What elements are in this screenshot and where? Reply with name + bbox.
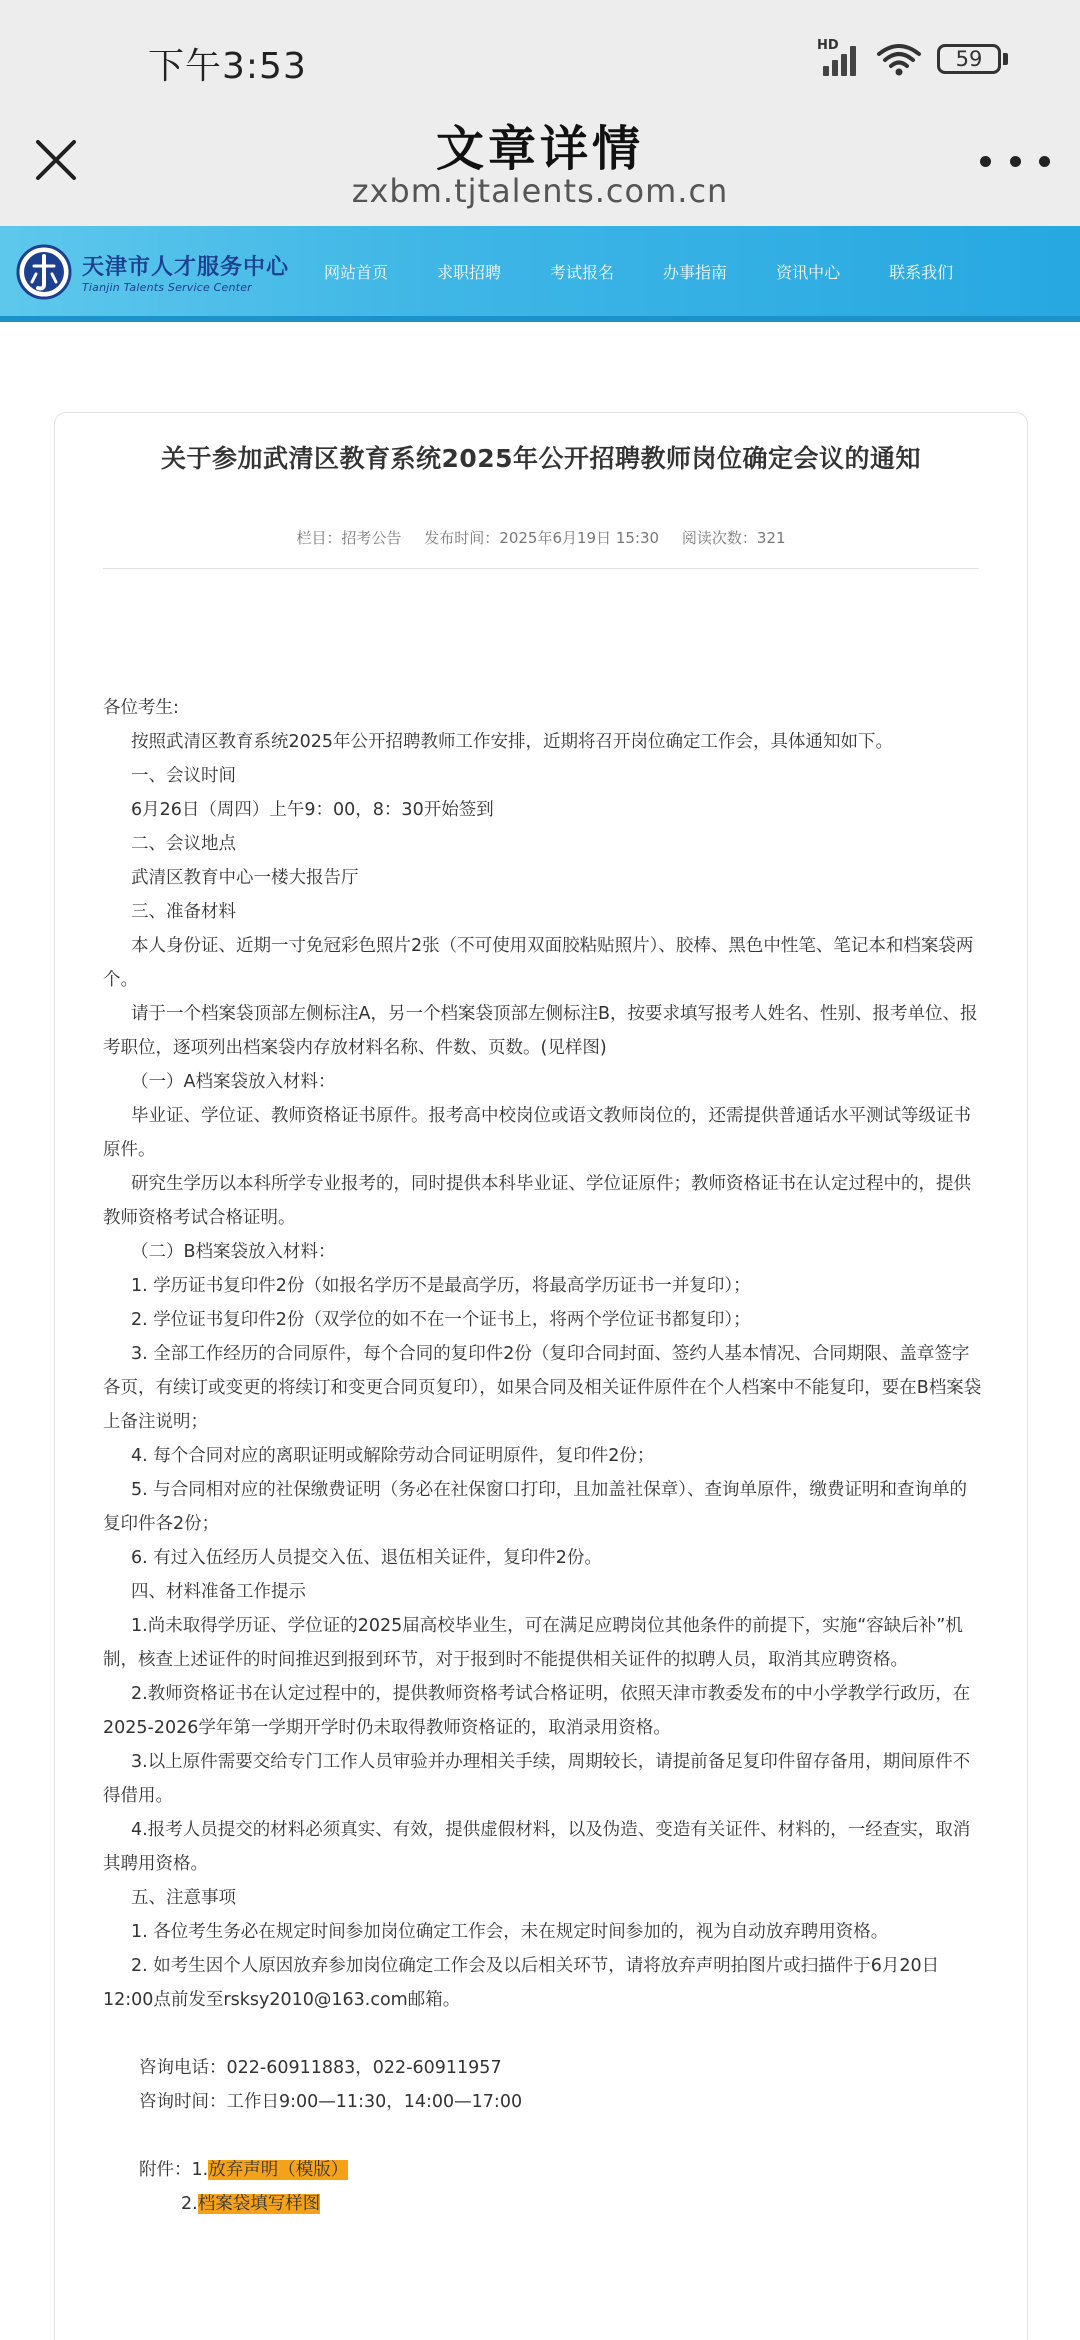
- article-card: [54, 412, 1028, 2340]
- article-paragraph: 5. 与合同相对应的社保缴费证明（务必在社保窗口打印，且加盖社保章）、查询单原件，缴费证明和查询单的复印件各2份；: [103, 1480, 968, 1534]
- nav-service-guide[interactable]: 办事指南: [663, 262, 728, 282]
- article-paragraph: （一）A档案袋放入材料：: [131, 1072, 336, 1092]
- article-paragraph: 按照武清区教育系统2025年公开招聘教师工作安排，近期将召开岗位确定工作会，具体通知如下。: [131, 732, 894, 752]
- contact-hours: 咨询时间：工作日9:00—11:30，14:00—17:00: [139, 2092, 523, 2112]
- meta-views: 阅读次数：321: [681, 529, 786, 547]
- article-paragraph: 3.以上原件需要交给专门工作人员审验并办理相关手续，周期较长，请提前备足复印件留存备用，期间原件不得借用。: [103, 1752, 971, 1806]
- page-title: 文章详情: [435, 121, 644, 177]
- attachment-number: 2.: [181, 2194, 198, 2214]
- article-paragraph: 1.尚未取得学历证、学位证的2025届高校毕业生，可在满足应聘岗位其他条件的前提下，实施“容缺后补”机制，核查上述证件的时间推迟到报到环节，对于报到时不能提供相关证件的拟聘人员，取消其应聘资格。: [103, 1616, 963, 1670]
- network-type: HD: [817, 38, 839, 53]
- article-paragraph: 四、材料准备工作提示: [131, 1582, 306, 1602]
- divider: [103, 568, 979, 569]
- article-paragraph: 一、会议时间: [131, 766, 236, 786]
- browser-chrome: [0, 0, 1080, 226]
- article-paragraph: 研究生学历以本科所学专业报考的，同时提供本科毕业证、学位证原件；教师资格证书在认定过程中的，提供教师资格考试合格证明。: [103, 1174, 971, 1228]
- signal-icon: [817, 38, 861, 76]
- article-paragraph: 各位考生:: [103, 698, 179, 718]
- article-paragraph: 4. 每个合同对应的离职证明或解除劳动合同证明原件，复印件2份；: [131, 1446, 655, 1466]
- attachment-link-sample[interactable]: 档案袋填写样图: [197, 2194, 321, 2214]
- attachment-link-waiver[interactable]: 放弃声明（模版）: [208, 2160, 349, 2180]
- more-dot-icon: [980, 156, 991, 167]
- nav-exam-registration[interactable]: 考试报名: [550, 262, 615, 282]
- attachment-number: 1.: [191, 2160, 209, 2180]
- article-paragraph: 2. 如考生因个人原因放弃参加岗位确定工作会及以后相关环节，请将放弃声明拍图片或扫描件于6月20日12:00点前发至rsksy2010@163.com邮箱。: [103, 1956, 940, 2010]
- article-paragraph: 3. 全部工作经历的合同原件，每个合同的复印件2份（复印合同封面、签约人基本情况、合同期限、盖章签字各页，有续订或变更的将续订和变更合同页复印），如果合同及相关证件原件在个人档案中不能复印，要在B档案袋上备注说明；: [103, 1344, 982, 1432]
- article-meta: [55, 527, 1027, 548]
- site-nav: [324, 226, 1002, 316]
- nav-home[interactable]: 网站首页: [324, 262, 389, 282]
- attachments-label: 附件：: [139, 2160, 192, 2180]
- article-paragraph: 1. 学历证书复印件2份（如报名学历不是最高学历，将最高学历证书一并复印）；: [131, 1276, 751, 1296]
- article-paragraph: 2. 学位证书复印件2份（双学位的如不在一个证书上，将两个学位证书都复印）；: [131, 1310, 751, 1330]
- article-paragraph: 4.报考人员提交的材料必须真实、有效，提供虚假材料，以及伪造、变造有关证件、材料的，一经查实，取消其聘用资格。: [103, 1820, 971, 1874]
- article-title: 关于参加武清区教育系统2025年公开招聘教师岗位确定会议的通知: [160, 444, 922, 473]
- article-paragraph: 五、注意事项: [131, 1888, 236, 1908]
- article-paragraphs: [103, 691, 983, 2017]
- site-header: [0, 226, 1080, 322]
- contact-phone: 咨询电话：022-60911883，022-60911957: [139, 2058, 502, 2078]
- attachment-row: [103, 2187, 983, 2221]
- article-paragraph: 2.教师资格证书在认定过程中的，提供教师资格考试合格证明，依照天津市教委发布的中小学教学行政历，在2025-2026学年第一学期开学时仍未取得教师资格证的，取消录用资格。: [103, 1684, 971, 1738]
- page-url: zxbm.tjtalents.com.cn: [351, 172, 729, 210]
- article-paragraph: 毕业证、学位证、教师资格证书原件。报考高中校岗位或语文教师岗位的，还需提供普通话水平测试等级证书原件。: [103, 1106, 971, 1160]
- nav-contact[interactable]: 联系我们: [889, 262, 954, 282]
- article-paragraph: （二）B档案袋放入材料：: [131, 1242, 336, 1262]
- article-paragraph: 1. 各位考生务必在规定时间参加岗位确定工作会，未在规定时间参加的，视为自动放弃聘用资格。: [131, 1922, 889, 1942]
- article-paragraph: 三、准备材料: [131, 902, 236, 922]
- more-dot-icon: [1010, 156, 1021, 167]
- nav-jobs[interactable]: 求职招聘: [437, 262, 502, 282]
- more-dot-icon: [1039, 156, 1050, 167]
- meta-published: 发布时间：2025年6月19日 15:30: [424, 529, 660, 547]
- logo-name-cn: 天津市人才服务中心: [82, 255, 290, 280]
- article-paragraph: 6. 有过入伍经历人员提交入伍、退伍相关证件，复印件2份。: [131, 1548, 602, 1568]
- article-paragraph: 本人身份证、近期一寸免冠彩色照片2张（不可使用双面胶粘贴照片）、胶棒、黑色中性笔、笔记本和档案袋两个。: [103, 936, 974, 990]
- more-options-button[interactable]: [980, 146, 1050, 176]
- status-icons: [817, 38, 1008, 76]
- article-paragraph: 武清区教育中心一楼大报告厅: [131, 868, 359, 888]
- battery-icon: [937, 44, 1008, 74]
- article-body: [103, 691, 983, 2221]
- logo-name-en: Tianjin Talents Service Center: [82, 281, 252, 294]
- status-time: 下午3:53: [148, 46, 307, 87]
- article-paragraph: 请于一个档案袋顶部左侧标注A，另一个档案袋顶部左侧标注B，按要求填写报考人姓名、性别、报考单位、报考职位，逐项列出档案袋内存放材料名称、件数、页数。(见样图): [103, 1004, 978, 1058]
- wifi-icon: [875, 42, 923, 76]
- attachment-row: [103, 2153, 983, 2187]
- site-logo[interactable]: [16, 244, 289, 300]
- nav-news[interactable]: 资讯中心: [776, 262, 841, 282]
- logo-emblem-icon: [16, 244, 72, 300]
- article-paragraph: 6月26日（周四）上午9：00，8：30开始签到: [131, 800, 494, 820]
- meta-column: 栏目：招考公告: [296, 529, 402, 547]
- battery-level: 59: [937, 44, 1001, 74]
- article-paragraph: 二、会议地点: [131, 834, 236, 854]
